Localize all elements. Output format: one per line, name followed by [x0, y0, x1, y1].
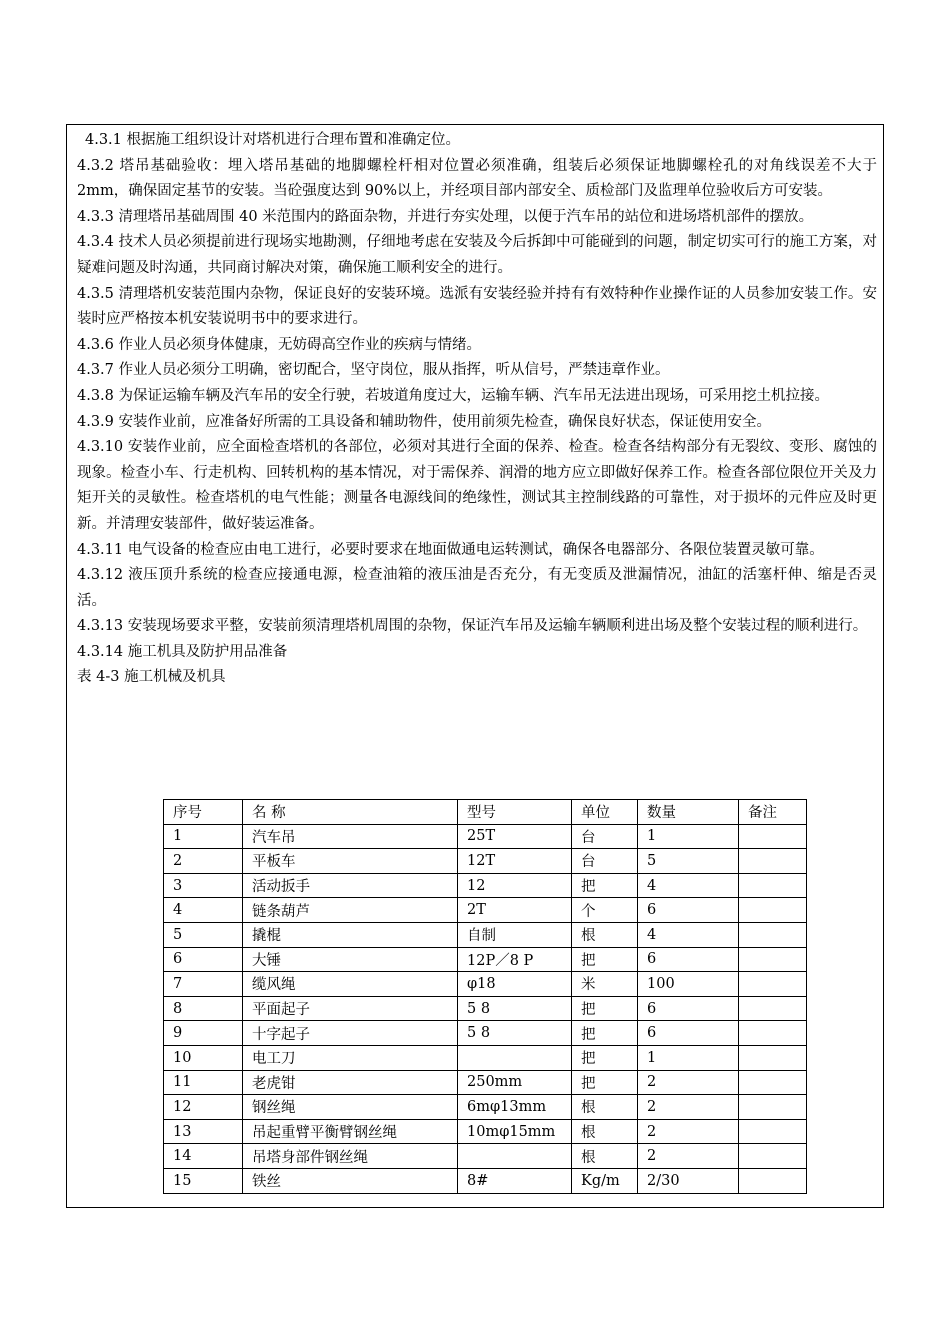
cell-index: 2 — [164, 849, 243, 874]
cell-quantity: 2/30 — [638, 1168, 739, 1193]
cell-model: 5 8 — [458, 1021, 572, 1046]
cell-model: 250mm — [458, 1070, 572, 1095]
header-cell-model: 型号 — [458, 800, 572, 825]
cell-remark — [739, 873, 807, 898]
header-cell-quantity: 数量 — [638, 800, 739, 825]
paragraph-4-3-13: 4.3.13 安装现场要求平整，安装前须清理塔机周围的杂物，保证汽车吊及运输车辆顺利进出场及整个安装过程的顺利进行。 — [77, 618, 868, 635]
tools-table-body — [164, 800, 807, 1194]
table-row — [164, 972, 807, 997]
cell-model — [458, 1045, 572, 1070]
cell-remark — [739, 1095, 807, 1120]
cell-index: 14 — [164, 1144, 243, 1169]
paragraph-4-3-4: 4.3.4 技术人员必须提前进行现场实地勘测，仔细地考虑在安装及今后拆卸中可能碰到的问题，制定切实可行的施工方案，对疑难问题及时沟通，共同商讨解决对策，确保施工顺利安全的进行。 — [77, 234, 877, 276]
cell-model: 自制 — [458, 922, 572, 947]
cell-name: 汽车吊 — [243, 824, 458, 849]
cell-model: 12P／8 P — [458, 947, 572, 972]
cell-index: 12 — [164, 1095, 243, 1120]
document-frame — [66, 124, 884, 1208]
document-body — [77, 128, 877, 691]
table-row — [164, 1144, 807, 1169]
cell-remark — [739, 947, 807, 972]
paragraph-4-3-10: 4.3.10 安装作业前，应全面检查塔机的各部位，必须对其进行全面的保养、检查。检查各结构部分有无裂纹、变形、腐蚀的现象。检查小车、行走机构、回转机构的基本情况，对于需保养、润滑的地方应立即做好保养工作。检查各部位限位开关及力矩开关的灵敏性。检查塔机的电气性能；测量各电源线间的绝缘性，测试其主控制线路的可靠性，对于损坏的元件应及时更新。并清理安装部件，做好装运准备。 — [77, 439, 877, 532]
cell-quantity: 1 — [638, 824, 739, 849]
cell-quantity: 5 — [638, 849, 739, 874]
header-cell-index: 序号 — [164, 800, 243, 825]
cell-remark — [739, 1144, 807, 1169]
cell-unit: 个 — [572, 898, 638, 923]
cell-index: 1 — [164, 824, 243, 849]
cell-remark — [739, 1119, 807, 1144]
cell-name: 大锤 — [243, 947, 458, 972]
cell-remark — [739, 898, 807, 923]
cell-unit: 根 — [572, 1144, 638, 1169]
cell-index: 8 — [164, 996, 243, 1021]
cell-unit: 根 — [572, 1095, 638, 1120]
cell-model: 10mφ15mm — [458, 1119, 572, 1144]
paragraph-4-3-5: 4.3.5 清理塔机安装范围内杂物，保证良好的安装环境。选派有安装经验并持有有效特种作业操作证的人员参加安装工作。安装时应严格按本机安装说明书中的要求进行。 — [77, 285, 877, 328]
header-cell-remark: 备注 — [739, 800, 807, 825]
cell-quantity: 6 — [638, 996, 739, 1021]
table-row — [164, 947, 807, 972]
table-row — [164, 1095, 807, 1120]
cell-index: 9 — [164, 1021, 243, 1046]
table-row — [164, 1070, 807, 1095]
cell-index: 3 — [164, 873, 243, 898]
cell-index: 11 — [164, 1070, 243, 1095]
cell-quantity: 2 — [638, 1070, 739, 1095]
cell-unit: Kg/m — [572, 1168, 638, 1193]
table-row — [164, 1119, 807, 1144]
cell-unit: 根 — [572, 922, 638, 947]
paragraph-4-3-3: 4.3.3 清理塔吊基础周围 40 米范围内的路面杂物，并进行夯实处理，以便于汽车吊的站位和进场塔机部件的摆放。 — [77, 208, 814, 225]
paragraph-4-3-12: 4.3.12 液压顶升系统的检查应接通电源，检查油箱的液压油是否充分，有无变质及泄漏情况，油缸的活塞杆伸、缩是否灵活。 — [77, 567, 877, 609]
cell-name: 吊起重臂平衡臂钢丝绳 — [243, 1119, 458, 1144]
cell-name: 平板车 — [243, 849, 458, 874]
cell-quantity: 6 — [638, 947, 739, 972]
cell-quantity: 6 — [638, 1021, 739, 1046]
cell-quantity: 1 — [638, 1045, 739, 1070]
table-row — [164, 824, 807, 849]
cell-name: 撬棍 — [243, 922, 458, 947]
header-cell-unit: 单位 — [572, 800, 638, 825]
cell-index: 6 — [164, 947, 243, 972]
cell-index: 15 — [164, 1168, 243, 1193]
paragraph-4-3-9: 4.3.9 安装作业前，应准备好所需的工具设备和辅助物件，使用前须先检查，确保良好状态，保证使用安全。 — [77, 413, 771, 430]
cell-name: 老虎钳 — [243, 1070, 458, 1095]
cell-model: 5 8 — [458, 996, 572, 1021]
paragraph-4-3-8: 4.3.8 为保证运输车辆及汽车吊的安全行驶，若坡道角度过大，运输车辆、汽车吊无法进出现场，可采用挖土机拉接。 — [77, 387, 829, 404]
cell-quantity: 100 — [638, 972, 739, 997]
cell-name: 电工刀 — [243, 1045, 458, 1070]
cell-name: 吊塔身部件钢丝绳 — [243, 1144, 458, 1169]
cell-name: 缆风绳 — [243, 972, 458, 997]
cell-unit: 把 — [572, 947, 638, 972]
cell-model — [458, 1144, 572, 1169]
cell-name: 十字起子 — [243, 1021, 458, 1046]
cell-unit: 米 — [572, 972, 638, 997]
cell-index: 4 — [164, 898, 243, 923]
cell-remark — [739, 922, 807, 947]
cell-remark — [739, 1070, 807, 1095]
paragraph-4-3-7: 4.3.7 作业人员必须分工明确，密切配合，坚守岗位，服从指挥，听从信号，严禁违章作业。 — [77, 362, 670, 379]
cell-quantity: 2 — [638, 1095, 739, 1120]
cell-remark — [739, 1045, 807, 1070]
cell-unit: 把 — [572, 996, 638, 1021]
cell-index: 7 — [164, 972, 243, 997]
cell-model: 2T — [458, 898, 572, 923]
cell-name: 钢丝绳 — [243, 1095, 458, 1120]
cell-index: 10 — [164, 1045, 243, 1070]
table-row — [164, 873, 807, 898]
table-header-row — [164, 800, 807, 825]
cell-unit: 把 — [572, 1045, 638, 1070]
cell-name: 铁丝 — [243, 1168, 458, 1193]
cell-unit: 台 — [572, 824, 638, 849]
table-row — [164, 1021, 807, 1046]
paragraph-4-3-1: 4.3.1 根据施工组织设计对塔机进行合理布置和准确定位。 — [85, 132, 461, 148]
cell-remark — [739, 849, 807, 874]
cell-remark — [739, 972, 807, 997]
cell-model: φ18 — [458, 972, 572, 997]
cell-name: 平面起子 — [243, 996, 458, 1021]
cell-quantity: 2 — [638, 1119, 739, 1144]
table-row — [164, 1045, 807, 1070]
cell-unit: 把 — [572, 1070, 638, 1095]
cell-unit: 台 — [572, 849, 638, 874]
table-caption: 表 4-3 施工机械及机具 — [77, 669, 226, 686]
cell-quantity: 4 — [638, 922, 739, 947]
cell-remark — [739, 824, 807, 849]
cell-unit: 根 — [572, 1119, 638, 1144]
paragraph-4-3-6: 4.3.6 作业人员必须身体健康，无妨碍高空作业的疾病与情绪。 — [77, 336, 482, 353]
cell-model: 12T — [458, 849, 572, 874]
tools-table — [163, 799, 807, 1194]
paragraph-4-3-11: 4.3.11 电气设备的检查应由电工进行，必要时要求在地面做通电运转测试，确保各电器部分、各限位装置灵敏可靠。 — [77, 541, 824, 558]
paragraph-4-3-2: 4.3.2 塔吊基础验收：埋入塔吊基础的地脚螺栓杆相对位置必须准确，组装后必须保证地脚螺栓孔的对角线误差不大于 2mm，确保固定基节的安装。当砼强度达到 90%以上，并经项目部内部安全、质检部门及监理单位验收后方可安装。 — [77, 157, 877, 200]
table-row — [164, 849, 807, 874]
table-row — [164, 922, 807, 947]
paragraph-4-3-14: 4.3.14 施工机具及防护用品准备 — [77, 643, 288, 660]
cell-model: 6mφ13mm — [458, 1095, 572, 1120]
cell-model: 12 — [458, 873, 572, 898]
table-row — [164, 996, 807, 1021]
cell-unit: 把 — [572, 1021, 638, 1046]
cell-name: 活动扳手 — [243, 873, 458, 898]
cell-quantity: 6 — [638, 898, 739, 923]
cell-unit: 把 — [572, 873, 638, 898]
cell-model: 8# — [458, 1168, 572, 1193]
table-row — [164, 898, 807, 923]
cell-remark — [739, 1021, 807, 1046]
table-row — [164, 1168, 807, 1193]
cell-name: 链条葫芦 — [243, 898, 458, 923]
cell-quantity: 2 — [638, 1144, 739, 1169]
header-cell-name: 名 称 — [243, 800, 458, 825]
cell-index: 5 — [164, 922, 243, 947]
cell-remark — [739, 1168, 807, 1193]
cell-index: 13 — [164, 1119, 243, 1144]
cell-remark — [739, 996, 807, 1021]
cell-quantity: 4 — [638, 873, 739, 898]
cell-model: 25T — [458, 824, 572, 849]
